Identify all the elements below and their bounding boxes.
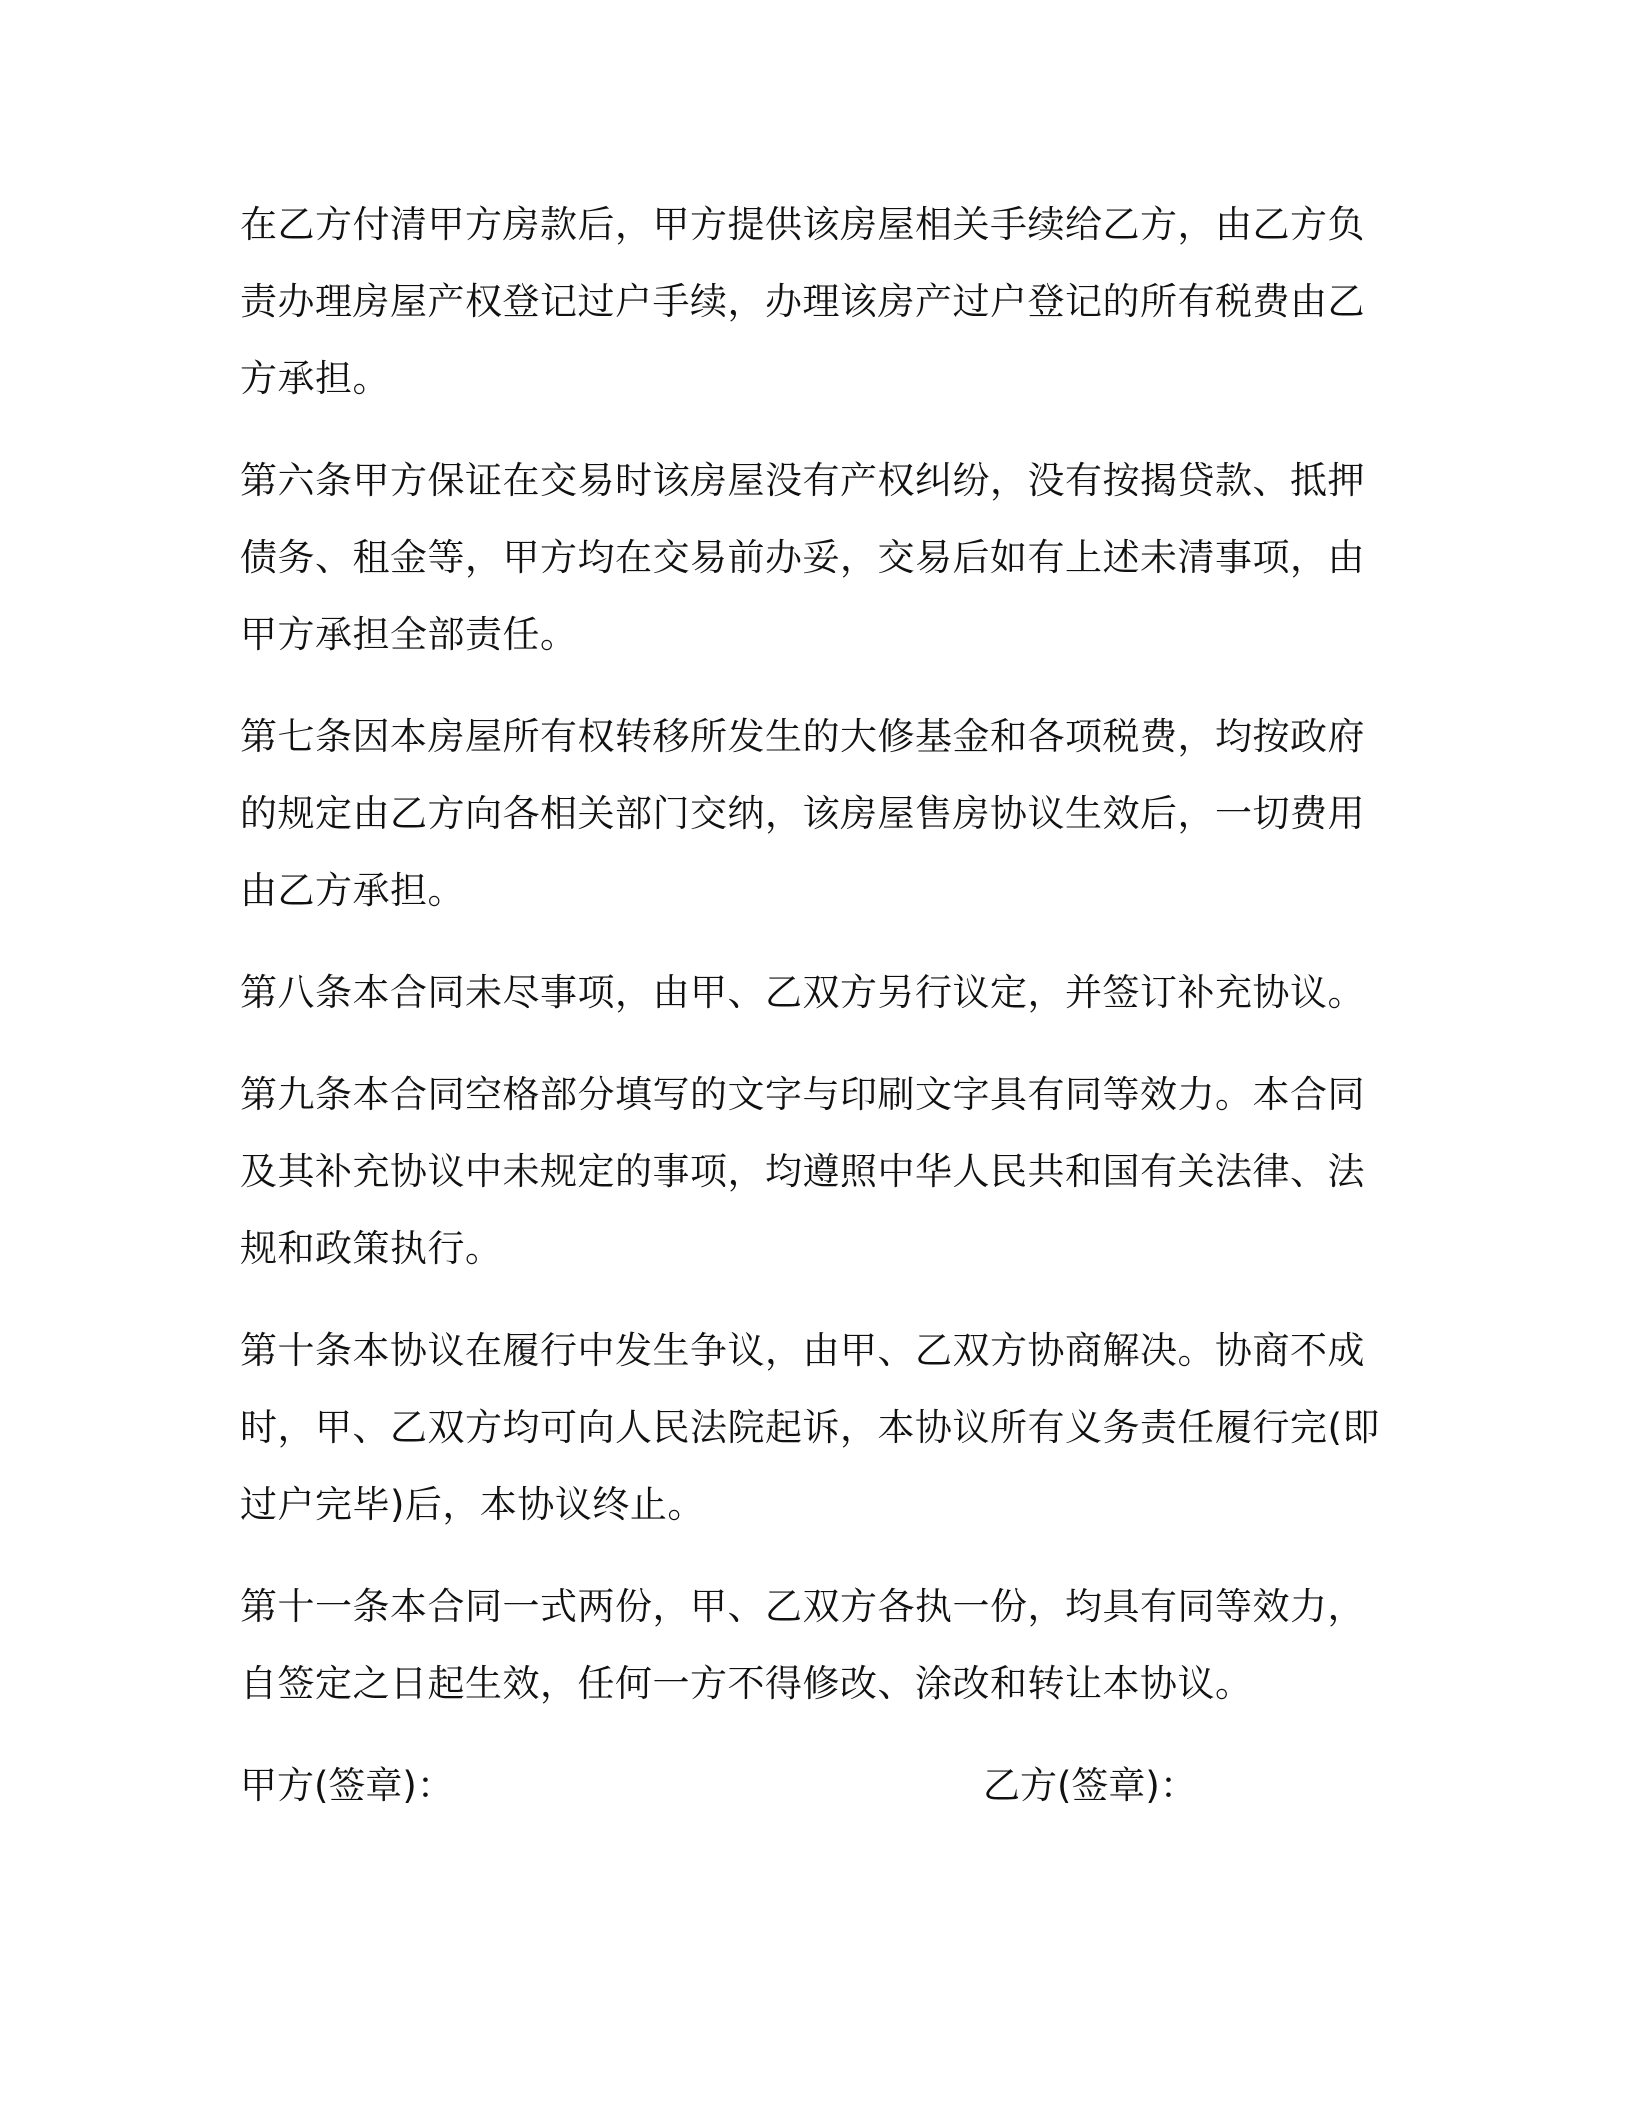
text-line: 及其补充协议中未规定的事项，均遵照中华人民共和国有关法律、法 [240, 1150, 1365, 1193]
paragraph-article-11 [240, 1568, 1380, 1722]
text-line: 时，甲、乙双方均可向人民法院起诉，本协议所有义务责任履行完(即 [240, 1406, 1380, 1449]
signature-block [240, 1747, 1380, 1827]
paragraph-transfer-procedures [240, 186, 1380, 417]
party-a-signature-label: 甲方(签章)： [240, 1764, 454, 1807]
text-line: 的规定由乙方向各相关部门交纳，该房屋售房协议生效后，一切费用 [240, 792, 1365, 835]
text-line: 责办理房屋产权登记过户手续，办理该房产过户登记的所有税费由乙 [240, 280, 1365, 323]
paragraph-article-7 [240, 698, 1380, 929]
text-line: 第九条本合同空格部分填写的文字与印刷文字具有同等效力。本合同 [240, 1073, 1365, 1116]
text-line: 第七条因本房屋所有权转移所发生的大修基金和各项税费，均按政府 [240, 715, 1365, 758]
text-line: 第十一条本合同一式两份，甲、乙双方各执一份，均具有同等效力， [240, 1585, 1365, 1628]
paragraph-article-8 [240, 954, 1380, 1031]
text-line: 第六条甲方保证在交易时该房屋没有产权纠纷，没有按揭贷款、抵押 [240, 459, 1365, 502]
text-line: 由乙方承担。 [240, 869, 465, 912]
text-line: 方承担。 [240, 357, 390, 400]
text-line: 甲方承担全部责任。 [240, 613, 578, 656]
text-line: 第十条本协议在履行中发生争议，由甲、乙双方协商解决。协商不成 [240, 1329, 1365, 1372]
text-line: 自签定之日起生效，任何一方不得修改、涂改和转让本协议。 [240, 1662, 1253, 1705]
text-line: 过户完毕)后，本协议终止。 [240, 1483, 705, 1526]
paragraph-article-6 [240, 442, 1380, 673]
paragraph-article-10 [240, 1312, 1380, 1543]
text-line: 在乙方付清甲方房款后，甲方提供该房屋相关手续给乙方，由乙方负 [240, 203, 1365, 246]
paragraph-article-9 [240, 1056, 1380, 1287]
text-line: 债务、租金等，甲方均在交易前办妥，交易后如有上述未清事项，由 [240, 536, 1365, 579]
text-line: 规和政策执行。 [240, 1227, 503, 1270]
party-b-signature-label: 乙方(签章)： [983, 1764, 1197, 1807]
contract-body [240, 186, 1380, 1827]
text-line: 第八条本合同未尽事项，由甲、乙双方另行议定，并签订补充协议。 [240, 971, 1365, 1014]
